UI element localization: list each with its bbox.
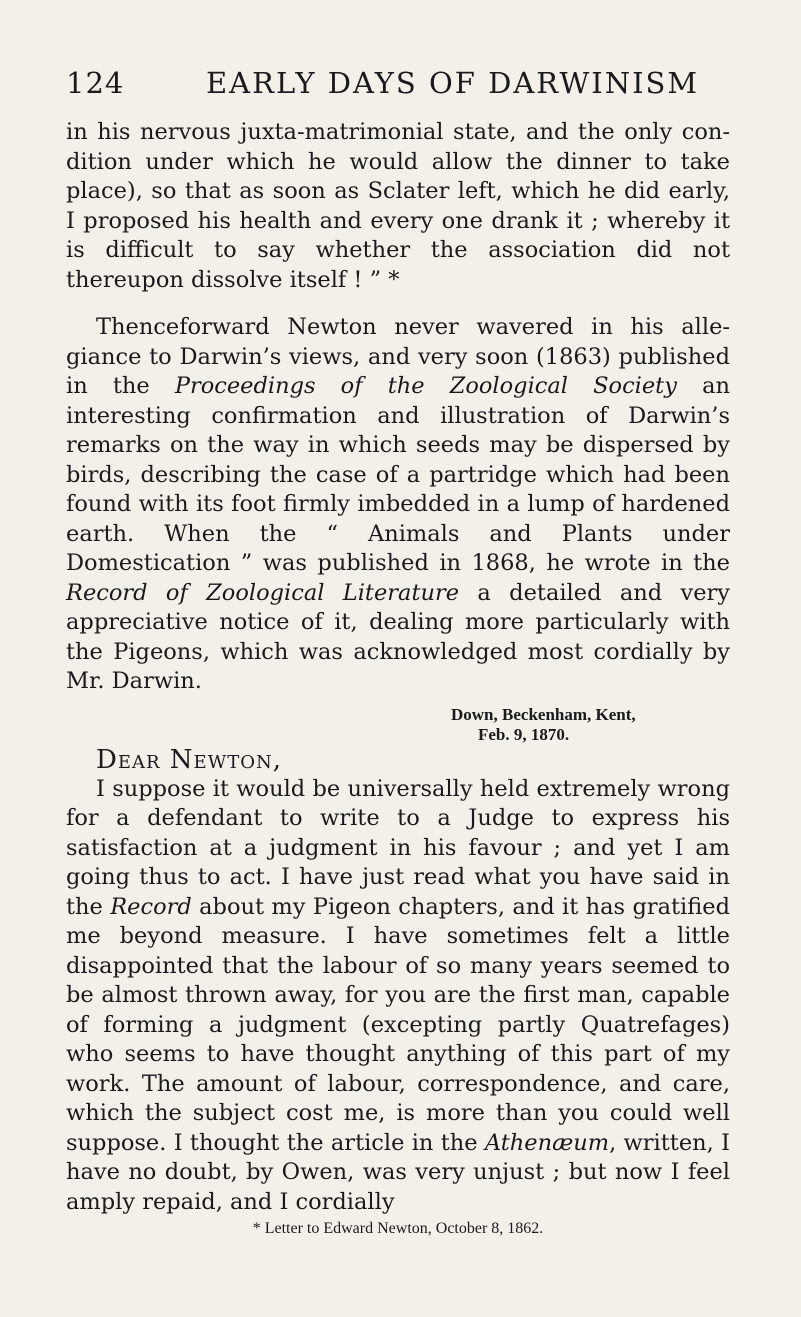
running-title: EARLY DAYS OF DARWINISM <box>206 66 700 100</box>
page-body <box>66 118 730 1239</box>
continuation-paragraph: in his nervous juxta-matrimonial state, and the only condition under which he would allow the dinner to take place), so that as soon as Sclater left, which he did early, I proposed his health and every one drank it ; whereby it is difficult to say whether the association did not thereupon dissolve itself ! ” * <box>66 119 730 293</box>
journal-title: Record of Zoological Literature <box>66 579 460 606</box>
footnote: * Letter to Edward Newton, October 8, 1862. <box>252 1220 544 1237</box>
page-header <box>66 66 735 106</box>
text-run: about my Pigeon chapters, and it has gratified me beyond measure. I have sometimes felt a little disappointed that the labour of so many years seemed to be almost thrown away, for you are the first man, capable of forming a judgment (excepting partly Quatrefages) who seems to have thought anything of this part of my work. The amount of labour, correspondence, and care, which the subject cost me, is more than you could well suppose. I thought the article in the <box>66 893 730 1156</box>
text-run: I suppose it would be universally held extremely wrong for a defendant to write to a Judge to express his satisfaction at a judgment in his favour ; and yet I am going thus to act. I have just read what you have said in the <box>66 775 730 920</box>
letter-paragraph <box>66 775 730 1218</box>
journal-title: Proceedings of the Zoological Society <box>174 373 677 399</box>
journal-title: Record <box>110 893 192 920</box>
letter-salutation: Dear Newton, <box>96 744 282 775</box>
page-number: 124 <box>66 66 125 100</box>
text-run: a detailed and very appreciative notice of it, dealing more particularly with the Pigeons, which was acknowledged most cordially by Mr. Darwin. <box>66 579 730 694</box>
journal-title: Athenæum <box>484 1129 610 1156</box>
text-run: , written, I have no doubt, by Owen, was very unjust ; but now I feel amply repaid, and I cordially <box>66 1129 730 1215</box>
letter-place: Down, Beckenham, Kent, <box>451 704 636 724</box>
body-paragraph <box>66 313 730 697</box>
text-run: Thenceforward Newton never wavered in his allegiance to Darwin’s views, and very soon (1863) published in the <box>66 314 730 399</box>
letter-date: Feb. 9, 1870. <box>478 724 570 744</box>
letter <box>66 705 730 1218</box>
text-run: an interesting confirmation and illustration of Darwin’s remarks on the way in which seeds may be dispersed by birds, describing the case of a partridge which had been found with its foot firmly imbedded in a lump of hardened earth. When the “ Animals and Plants under Domestication ” was published in 1868, he wrote in the <box>66 373 731 576</box>
